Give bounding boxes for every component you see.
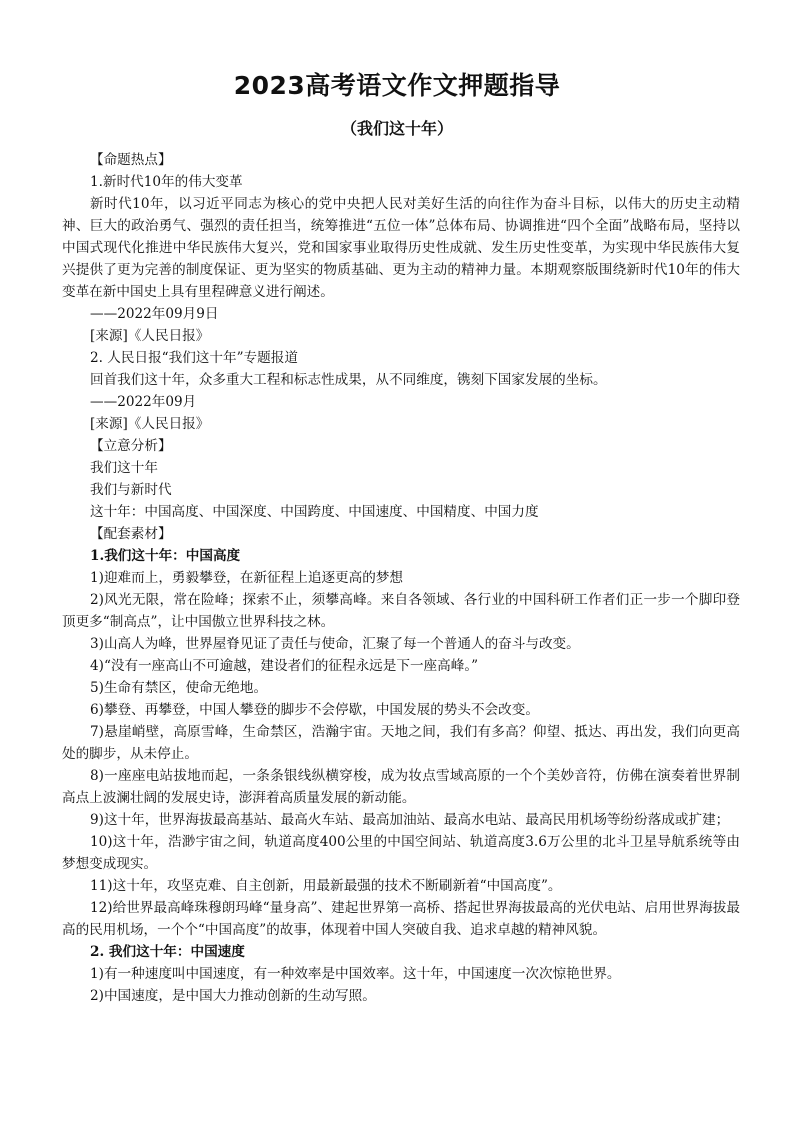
source-line: [来源]《人民日报》 (90, 328, 210, 344)
date-line: ——2022年09月9日 (90, 306, 219, 322)
material-item: 2)中国速度，是中国大力推动创新的生动写照。 (90, 988, 376, 1004)
material-item: 10)这十年，浩渺宇宙之间，轨道高度400公里的中国空间站、轨道高度3.6万公里的北斗卫星导航系统等由梦想变成现实。 (62, 834, 740, 872)
analysis-line: 我们与新时代 (90, 482, 172, 498)
source-line: [来源]《人民日报》 (90, 416, 210, 432)
date-line: ——2022年09月 (90, 394, 197, 410)
material-heading: 1.我们这十年：中国高度 (90, 548, 241, 564)
material-item: 5)生命有禁区，使命无绝地。 (90, 680, 268, 696)
material-item: 1)迎难而上，勇毅攀登，在新征程上追逐更高的梦想 (90, 570, 404, 586)
material-item: 12)给世界最高峰珠穆朗玛峰“量身高”、建起世界第一高桥、搭起世界海拔最高的光伏电站、启用世界海拔最高的民用机场，一个个“中国高度”的故事，体现着中国人突破自我、追求卓越的精神风貌。 (62, 900, 740, 938)
section-heading-hotspot: 【命题热点】 (90, 152, 172, 168)
material-item: 4)“没有一座高山不可逾越，建设者们的征程永远是下一座高峰。” (90, 658, 479, 674)
material-item: 8)一座座电站拔地而起，一条条银线纵横穿梭，成为妆点雪域高原的一个个美妙音符，仿佛在演奏着世界制高点上波澜壮阔的发展史诗，澎湃着高质量发展的新动能。 (62, 768, 740, 806)
section-heading-analysis: 【立意分析】 (90, 438, 172, 454)
material-item: 6)攀登、再攀登，中国人攀登的脚步不会停歇，中国发展的势头不会改变。 (90, 702, 539, 718)
analysis-line: 这十年：中国高度、中国深度、中国跨度、中国速度、中国精度、中国力度 (90, 504, 539, 520)
material-heading: 2. 我们这十年：中国速度 (90, 944, 245, 960)
paragraph: 新时代10年，以习近平同志为核心的党中央把人民对美好生活的向往作为奋斗目标，以伟大的历史主动精神、巨大的政治勇气、强烈的责任担当，统筹推进“五位一体”总体布局、协调推进“四个全面”战略布局，坚持以中国式现代化推进中华民族伟大复兴，党和国家事业取得历史性成就、发生历史性变革，为实现中华民族伟大复兴提供了更为完善的制度保证、更为坚实的物质基础、更为主动的精神力量。本期观察版围绕新时代10年的伟大变革在新中国史上具有里程碑意义进行阐述。 (62, 196, 740, 300)
analysis-line: 我们这十年 (90, 460, 158, 476)
page-title: 2023高考语文作文押题指导 (233, 71, 561, 100)
item-heading: 2. 人民日报“我们这十年”专题报道 (90, 350, 298, 366)
material-item: 7)悬崖峭壁，高原雪峰，生命禁区，浩瀚宇宙。天地之间，我们有多高？仰望、抵达、再出发，我们向更高处的脚步，从未停止。 (62, 724, 740, 762)
section-heading-materials: 【配套素材】 (90, 526, 172, 542)
material-item: 11)这十年，攻坚克难、自主创新，用最新最强的技术不断刷新着“中国高度”。 (90, 878, 562, 894)
material-item: 1)有一种速度叫中国速度，有一种效率是中国效率。这十年，中国速度一次次惊艳世界。 (90, 966, 621, 982)
document-body (62, 149, 740, 1007)
material-item: 2)风光无限，常在险峰；探索不止，须攀高峰。来自各领域、各行业的中国科研工作者们正一步一个脚印登顶更多“制高点”，让中国傲立世界科技之林。 (62, 592, 740, 630)
material-item: 3)山高人为峰，世界屋脊见证了责任与使命，汇聚了每一个普通人的奋斗与改变。 (90, 636, 580, 652)
material-item: 9)这十年，世界海拔最高基站、最高火车站、最高加油站、最高水电站、最高民用机场等纷纷落成或扩建； (90, 812, 730, 828)
item-heading: 1.新时代10年的伟大变革 (90, 174, 243, 190)
page-subtitle: （我们这十年） (340, 119, 453, 138)
paragraph: 回首我们这十年，众多重大工程和标志性成果，从不同维度，镌刻下国家发展的坐标。 (90, 372, 607, 388)
